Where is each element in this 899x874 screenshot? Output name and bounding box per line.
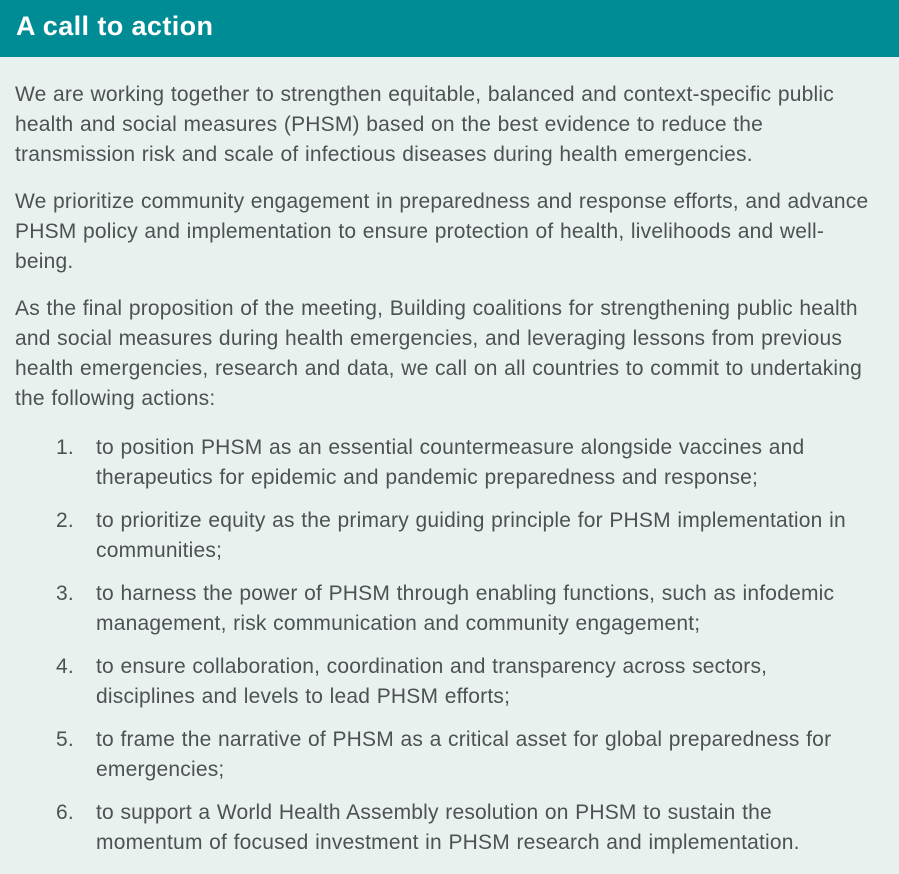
content <box>0 57 899 858</box>
list-item-number: 5. <box>56 728 74 751</box>
list-item-text: to position PHSM as an essential countermeasure alongside vaccines and therapeutics for epidemic and pandemic preparedness and response; <box>96 436 805 489</box>
list-item-number: 2. <box>56 509 74 532</box>
list-item-number: 3. <box>56 582 74 605</box>
list-item <box>15 506 881 566</box>
page-title: A call to action <box>16 10 214 41</box>
paragraph-working-together: We are working together to strengthen equitable, balanced and context-specific public health and social measures (PHSM) based on the best evidence to reduce the transmission risk and scale of infectious diseases during health emergencies. <box>15 83 834 166</box>
list-item <box>15 579 881 639</box>
paragraph-final-proposition: As the final proposition of the meeting, Building coalitions for strengthening public health and social measures during health emergencies, and leveraging lessons from previous health emergencies, research and data, we call on all countries to commit to undertaking the following actions: <box>15 297 863 410</box>
list-item <box>15 725 881 785</box>
list-item-text: to prioritize equity as the primary guiding principle for PHSM implementation in communities; <box>96 509 846 562</box>
paragraph-prioritize-community: We prioritize community engagement in preparedness and response efforts, and advance PHSM policy and implementation to ensure protection of health, livelihoods and well-being. <box>15 190 869 273</box>
list-item <box>15 798 881 858</box>
list-item-number: 6. <box>56 801 74 824</box>
list-item <box>15 652 881 712</box>
list-item-number: 4. <box>56 655 74 678</box>
actions-list <box>15 433 881 858</box>
list-item-text: to frame the narrative of PHSM as a critical asset for global preparedness for emergencies; <box>96 728 832 781</box>
list-item-text: to harness the power of PHSM through enabling functions, such as infodemic management, risk communication and community engagement; <box>96 582 835 635</box>
list-item-text: to support a World Health Assembly resolution on PHSM to sustain the momentum of focused investment in PHSM research and implementation. <box>96 801 800 854</box>
list-item-number: 1. <box>56 436 74 459</box>
list-item <box>15 433 881 493</box>
header-bar <box>0 0 899 57</box>
list-item-text: to ensure collaboration, coordination and transparency across sectors, disciplines and levels to lead PHSM efforts; <box>96 655 768 708</box>
